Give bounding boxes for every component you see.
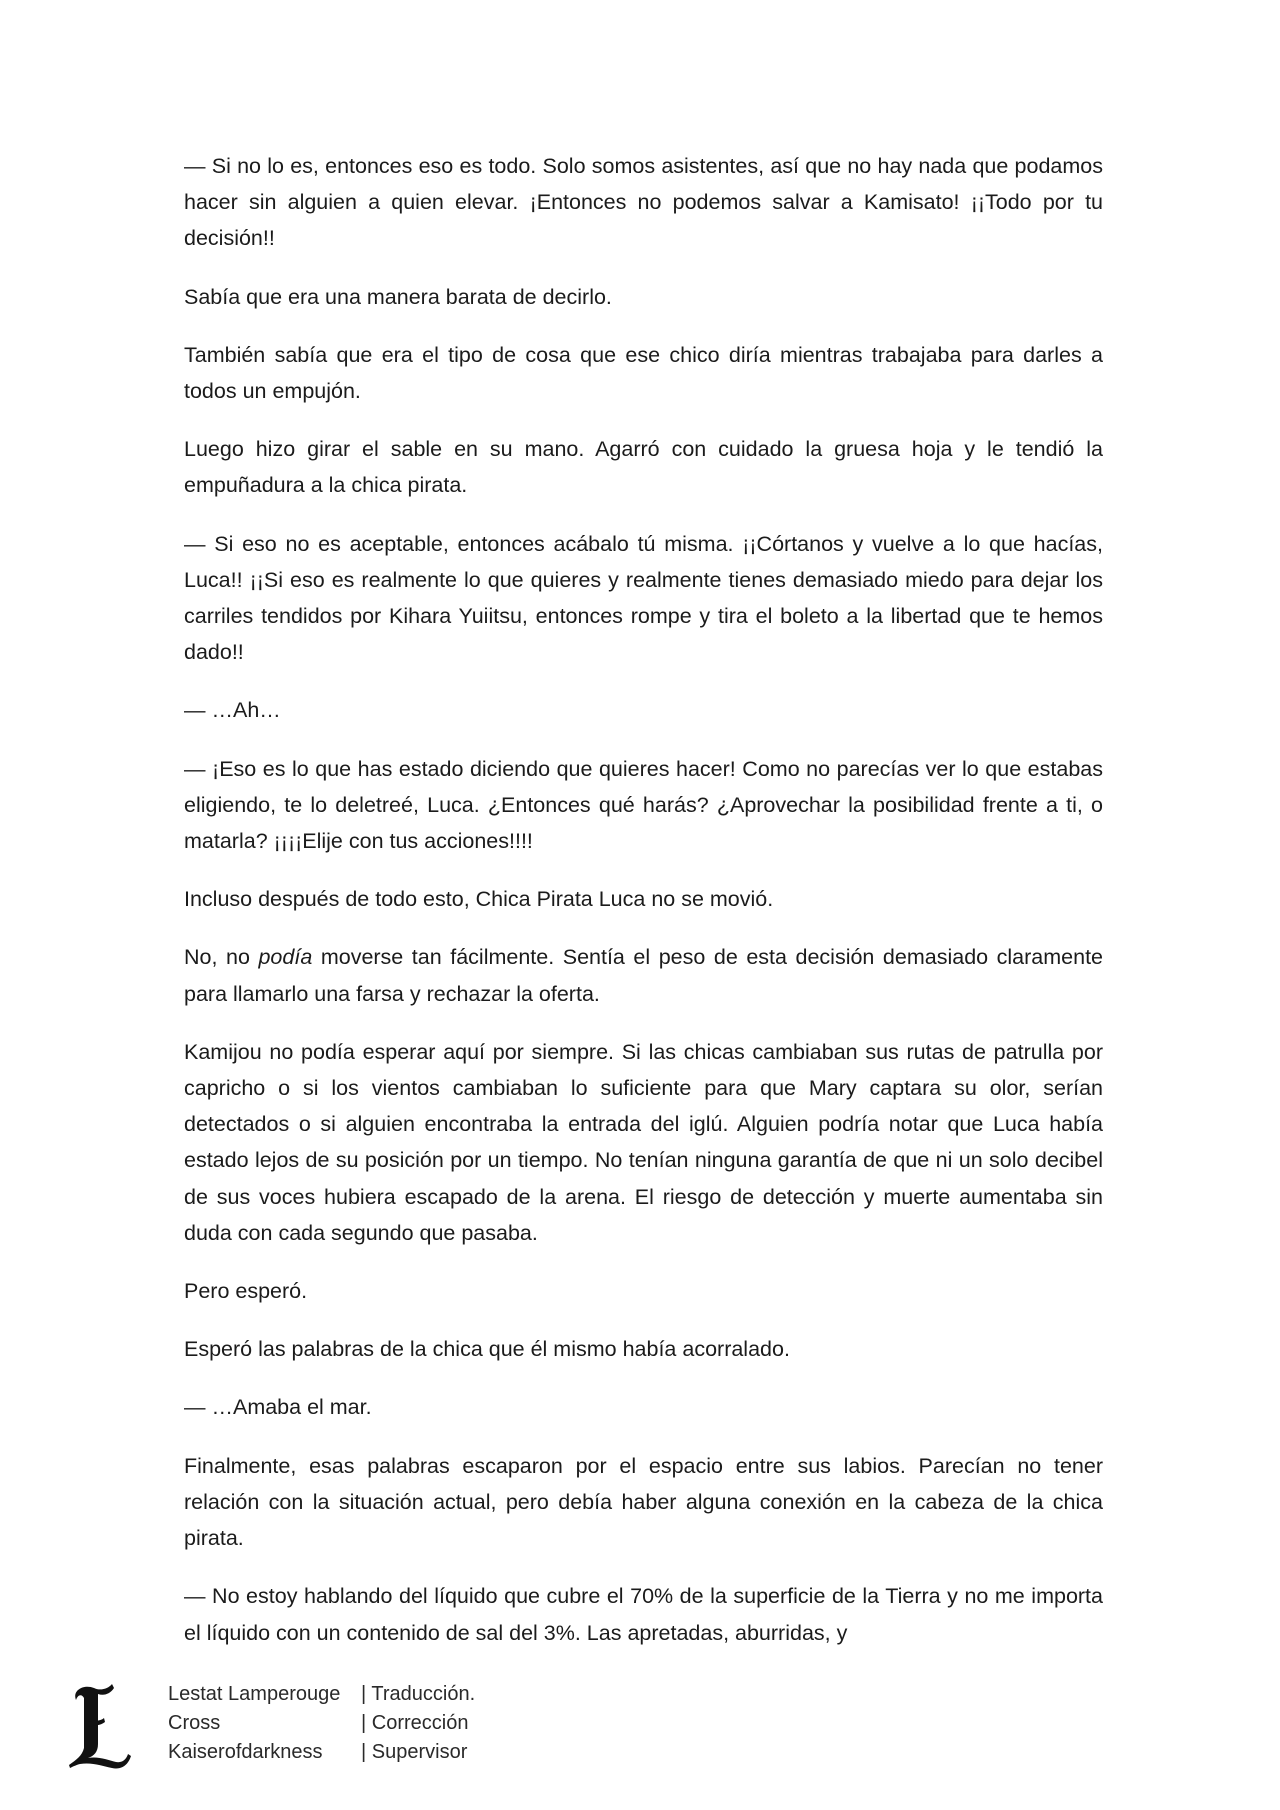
paragraph: Esperó las palabras de la chica que él mismo había acorralado. <box>184 1337 790 1362</box>
credit-name: Cross <box>168 1712 221 1734</box>
paragraph: Pero esperó. <box>184 1279 308 1304</box>
paragraph: — …Ah… <box>184 698 281 723</box>
paragraph: — Si eso no es aceptable, entonces acábalo tú misma. ¡¡Córtanos y vuelve a lo que hacías, Luca!! ¡¡Si eso es realmente lo que quieres y realmente tienes demasiado miedo para dejar los carriles tendidos por Kihara Yuiitsu, entonces rompe y tira el boleto a la libertad que te hemos dado!! <box>184 531 1103 665</box>
paragraph: Finalmente, esas palabras escaparon por el espacio entre sus labios. Parecían no tener relación con la situación actual, pero debía haber alguna conexión en la cabeza de la chica pirata. <box>184 1453 1103 1551</box>
credit-name: Lestat Lamperouge <box>168 1683 341 1705</box>
paragraph: Incluso después de todo esto, Chica Pirata Luca no se movió. <box>184 887 774 912</box>
paragraph: Sabía que era una manera barata de decirlo. <box>184 284 612 309</box>
credit-name: Kaiserofdarkness <box>168 1741 323 1763</box>
paragraph: También sabía que era el tipo de cosa que ese chico diría mientras trabajaba para darles a todos un empujón. <box>184 342 1103 404</box>
gothic-L-logo-icon <box>68 1682 132 1770</box>
paragraph: Kamijou no podía esperar aquí por siempre. Si las chicas cambiaban sus rutas de patrulla por capricho o si los vientos cambiaban lo suficiente para que Mary captara su olor, serían detectados o si alguien encontraba la entrada del iglú. Alguien podría notar que Luca había estado lejos de su posición por un tiempo. No tenían ninguna garantía de que ni un solo decibel de sus voces hubiera escapado de la arena. El riesgo de detección y muerte aumentaba sin duda con cada segundo que pasaba. <box>184 1039 1103 1245</box>
emphasis-text: podía <box>258 945 313 970</box>
credit-role: | Supervisor <box>361 1738 475 1767</box>
footer-credits <box>68 1680 668 1780</box>
credits-table <box>168 1680 475 1767</box>
paragraph: — No estoy hablando del líquido que cubre el 70% de la superficie de la Tierra y no me importa el líquido con un contenido de sal del 3%. Las apretadas, aburridas, y <box>184 1584 1103 1645</box>
credit-role: | Corrección <box>361 1709 475 1738</box>
paragraph: — ¡Eso es lo que has estado diciendo que quieres hacer! Como no parecías ver lo que estabas eligiendo, te lo deletreé, Luca. ¿Entonces qué harás? ¿Aprovechar la posibilidad frente a ti, o matarla? ¡¡¡¡Elije con tus acciones!!!! <box>184 756 1103 854</box>
paragraph: Luego hizo girar el sable en su mano. Agarró con cuidado la gruesa hoja y le tendió la empuñadura a la chica pirata. <box>184 437 1103 498</box>
paragraph: No, no podía moverse tan fácilmente. Sentía el peso de esta decisión demasiado claramente para llamarlo una farsa y rechazar la oferta. <box>184 945 1104 1006</box>
credit-role: | Traducción. <box>361 1680 475 1709</box>
paragraph: — Si no lo es, entonces eso es todo. Solo somos asistentes, así que no hay nada que podamos hacer sin alguien a quien elevar. ¡Entonces no podemos salvar a Kamisato! ¡¡Todo por tu decisión!! <box>184 154 1103 251</box>
paragraph: — …Amaba el mar. <box>184 1395 372 1420</box>
body-text <box>184 148 1103 1673</box>
